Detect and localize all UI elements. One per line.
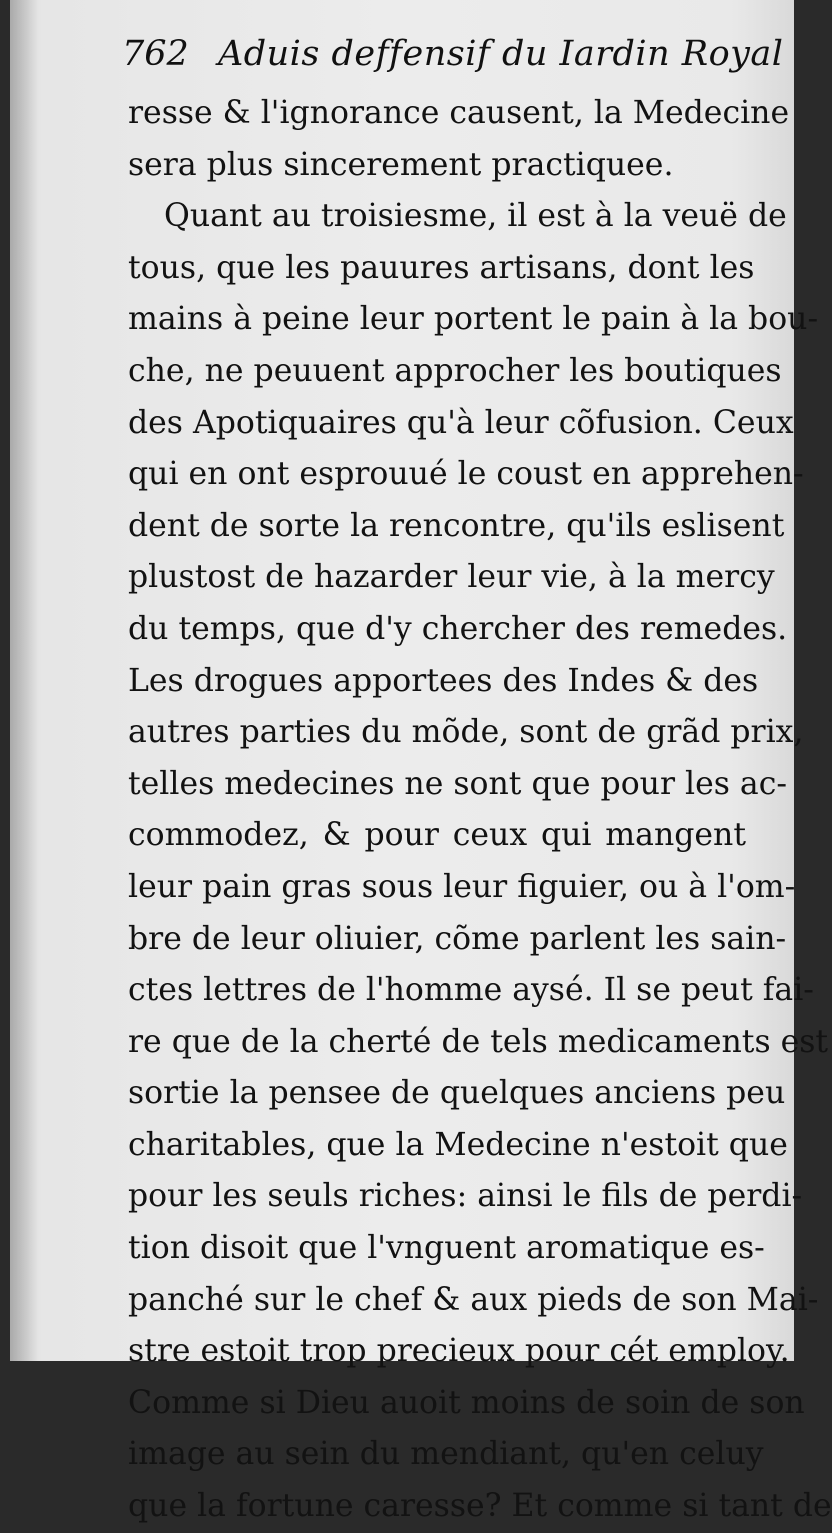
- text-line: Les drogues apportees des Indes & des: [128, 662, 759, 699]
- text-line: qui en ont esprouué le coust en apprehen-: [128, 456, 804, 493]
- text-line: dent de sorte la rencontre, qu'ils eslisent: [128, 507, 785, 544]
- text-line: du temps, que d'y chercher des remedes.: [128, 610, 788, 647]
- text-line: tous, que les pauures artisans, dont les: [128, 249, 755, 286]
- text-line: mains à peine leur portent le pain à la bou-: [128, 301, 819, 338]
- text-line: autres parties du mõde, sont de grãd prix,: [128, 714, 804, 751]
- text-line: sortie la pensee de quelques anciens peu: [128, 1075, 786, 1112]
- text-line: ctes lettres de l'homme aysé. Il se peut fai-: [128, 972, 814, 1009]
- page-header: [122, 34, 784, 94]
- running-title: Aduis deffensif du Iardin Royal: [217, 34, 784, 74]
- text-line: plustost de hazarder leur vie, à la mercy: [128, 559, 775, 596]
- text-line: Quant au troisiesme, il est à la veuë de: [164, 198, 787, 235]
- text-line: pour les seuls riches: ainsi le fils de perdi-: [128, 1178, 803, 1215]
- book-page: [10, 0, 832, 1525]
- text-line: commodez, & pour ceux qui mangent: [128, 817, 746, 854]
- text-line: image au sein du mendiant, qu'en celuy: [128, 1436, 764, 1473]
- text-line: bre de leur oliuier, cõme parlent les sain-: [128, 920, 787, 957]
- text-line: telles medecines ne sont que pour les ac-: [128, 765, 787, 802]
- text-line: sera plus sincerement practiquee.: [128, 146, 674, 183]
- text-line: leur pain gras sous leur figuier, ou à l'om-: [128, 868, 796, 905]
- text-line: re que de la cherté de tels medicaments est: [128, 1023, 829, 1060]
- text-line: resse & l'ignorance causent, la Medecine: [128, 95, 790, 131]
- text-line: che, ne peuuent approcher les boutiques: [128, 352, 782, 389]
- text-line: que la fortune caresse? Et comme si tant de: [128, 1488, 832, 1525]
- text-line: panché sur le chef & aux pieds de son Mai-: [128, 1281, 819, 1318]
- page-number: 762: [122, 34, 189, 74]
- body-text: [128, 88, 832, 1533]
- text-line: stre estoit trop precieux pour cét employ.: [128, 1333, 790, 1370]
- text-line: Comme si Dieu auoit moins de soin de son: [128, 1384, 805, 1421]
- text-line: charitables, que la Medecine n'estoit que: [128, 1126, 788, 1163]
- text-line: des Apotiquaires qu'à leur cõfusion. Ceux: [128, 404, 794, 441]
- text-line: tion disoit que l'vnguent aromatique es-: [128, 1230, 765, 1267]
